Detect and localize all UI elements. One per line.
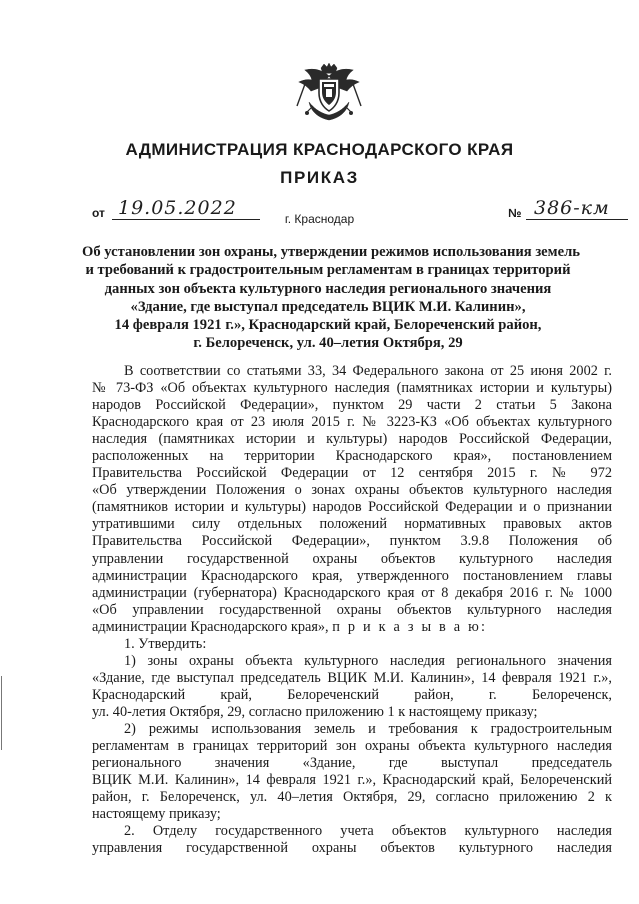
- date-handwritten: 19.05.2022: [118, 197, 237, 219]
- body-line: 1) зоны охраны объекта культурного наследия регионального значения: [124, 652, 612, 669]
- title-line: Об установлении зон охраны, утверждении режимов использования земель: [82, 244, 580, 260]
- body-line: регламентам в границах территорий зон охраны объекта культурного наследия: [92, 738, 612, 755]
- body-line: народов Российской Федерации», пунктом 29 части 2 статьи 5 Закона: [92, 397, 612, 414]
- body-line: 2) режимы использования земель и требования к градостроительным: [124, 720, 612, 737]
- body-line: регионального значения «Здание, где выступал председатель: [92, 755, 612, 772]
- order-title: [82, 243, 580, 353]
- body-line: (памятников истории и культуры) народов Российской Федерации и о признании: [92, 499, 612, 516]
- body-line: «Об утверждении Положения о зонах охраны объектов культурного наследия: [92, 482, 612, 499]
- body-line: управления государственной охраны объектов культурного наследия: [92, 840, 612, 857]
- body-line: наследия (памятниках истории и культуры) народов Российской Федерации,: [92, 431, 612, 448]
- body-line-text: администрации Краснодарского края»,: [92, 618, 329, 635]
- number-prefix: №: [508, 206, 522, 220]
- number-handwritten: 386-км: [534, 197, 610, 219]
- order-body: [92, 363, 612, 857]
- body-line: Краснодарского края от 23 июля 2015 г. № 3223-КЗ «Об объектах культурного: [92, 414, 612, 431]
- organization-title: АДМИНИСТРАЦИЯ КРАСНОДАРСКОГО КРАЯ: [125, 140, 514, 159]
- body-line: администрации Краснодарского края, утвержденного постановлением главы: [92, 567, 612, 584]
- body-line: В соответствии со статьями 33, 34 Федерального закона от 25 июня 2002 г.: [124, 363, 612, 379]
- coat-of-arms-icon: [293, 62, 365, 122]
- body-line: район, г. Белореченск, ул. 40–летия Октября, 29, согласно приложению 2 к: [92, 789, 612, 806]
- body-line: Правительства Российской Федерации от 12 сентября 2015 г. № 972: [92, 465, 612, 482]
- title-line: данных зон объекта культурного наследия регионального значения: [104, 280, 552, 297]
- body-line: Правительства Российской Федерации», пунктом 3.9.8 Положения об: [92, 533, 612, 550]
- body-line: 1. Утвердить:: [124, 635, 207, 652]
- city-label: г. Краснодар: [284, 212, 355, 226]
- body-line: администрации (губернатора) Краснодарского края от 8 декабря 2016 г. № 1000: [92, 584, 612, 601]
- date-prefix: от: [92, 206, 105, 220]
- body-line: настоящему приказу;: [92, 806, 221, 823]
- decree-word: п р и к а з ы в а ю:: [332, 618, 488, 635]
- title-line: г. Белореченск, ул. 40–летия Октября, 29: [193, 335, 463, 352]
- body-line: «Об управлении государственной охраны объектов культурного наследия: [92, 601, 612, 618]
- document-type: ПРИКАЗ: [280, 168, 359, 187]
- body-line: «Здание, где выступал председатель ВЦИК М.И. Калинин», 14 февраля 1921 г.»,: [92, 669, 612, 686]
- body-line: расположенных на территории Краснодарского края», постановлением: [92, 448, 612, 465]
- scan-margin-line: [1, 676, 2, 750]
- body-line: Краснодарский край, Белореченский район, г. Белореченск,: [92, 686, 612, 703]
- body-line: 2. Отделу государственного учета объектов культурного наследия: [124, 823, 612, 840]
- body-line-with-decree: [92, 619, 612, 636]
- body-line: утратившими силу отдельных положений нормативных правовых актов: [92, 516, 612, 533]
- body-line: № 73-ФЗ «Об объектах культурного наследия (памятниках истории и культуры): [92, 380, 612, 397]
- title-line: и требований к градостроительным регламентам в границах территорий: [85, 262, 571, 279]
- body-line: ВЦИК М.И. Калинин», 14 февраля 1921 г.», Краснодарский край, Белореченский: [92, 772, 612, 789]
- body-line: управлении государственной охраны объектов культурного наследия: [92, 550, 612, 567]
- title-line: «Здание, где выступал председатель ВЦИК М.И. Калинин»,: [130, 298, 526, 315]
- title-line: 14 февраля 1921 г.», Краснодарский край, Белореченский район,: [114, 317, 542, 334]
- body-line: ул. 40-летия Октября, 29, согласно приложению 1 к настоящему приказу;: [92, 703, 538, 720]
